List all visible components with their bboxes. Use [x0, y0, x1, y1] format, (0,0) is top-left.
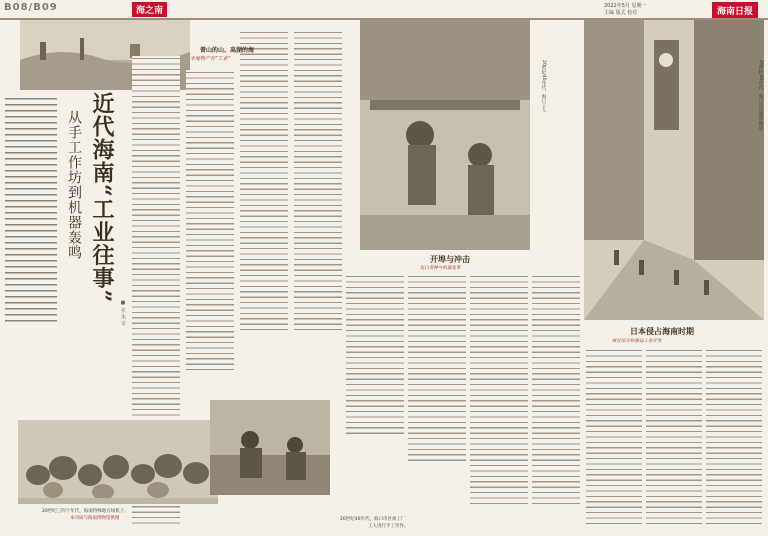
- text-column-6: [408, 274, 466, 464]
- left-photo-caption: 20世纪三四十年代，海南特殊地方场机子。: [42, 509, 129, 514]
- text-column-9: [586, 348, 642, 528]
- article-subtitle: 从手工作坊到机器轰鸣: [66, 110, 82, 260]
- top-caption-title: 曾山的山、高湖的海: [200, 47, 255, 54]
- text-column-11: [706, 348, 762, 528]
- text-column-8: [532, 274, 580, 504]
- text-column-3: [240, 30, 288, 330]
- top-caption-sub: 本地物产有“工业”: [190, 56, 231, 62]
- meta-line: 主编 版式 校对: [604, 10, 638, 16]
- section-2-title: 日本侵占海南时期: [630, 326, 694, 336]
- middle-photo-caption: 20世纪40年代，海口市区加工厂: [340, 517, 406, 522]
- kiln-photo: [18, 420, 218, 504]
- center-vertical-caption: 20世纪40年代，海口工人: [541, 60, 546, 112]
- text-column-7: [470, 274, 528, 504]
- workshop-photo: [360, 20, 530, 250]
- page-header: [0, 0, 768, 18]
- publication-logo: 海南日报: [712, 2, 758, 19]
- section-2-sub: 疯狂掠夺和强迫工业开发: [612, 339, 662, 344]
- street-photo: [584, 20, 764, 320]
- section-name: 海之南: [132, 2, 167, 17]
- text-column-2: [186, 70, 234, 370]
- middle-photo-caption-2: 工人进行手工劳作。: [368, 524, 409, 529]
- author-byline: ■ 张 朱 奇: [120, 300, 126, 326]
- text-column-5: [346, 274, 404, 434]
- page-label: B08/B09: [4, 2, 58, 13]
- text-column-4: [294, 30, 342, 330]
- section-1-title: 开埠与冲击: [430, 254, 470, 264]
- article-title: 近代海南“工业往事”: [89, 92, 115, 304]
- intro-text-block: [5, 96, 57, 326]
- text-column-10: [646, 348, 702, 528]
- section-1-sub: 近口者种与机器变革: [420, 266, 461, 271]
- right-photo-caption: 20世纪40年代，海口市区繁华街道。: [758, 60, 763, 135]
- worker-photo: [210, 400, 330, 495]
- left-photo-credit: 本刊局与海南博物馆供图: [70, 516, 120, 521]
- date-line: 2022年5月 星期一: [604, 3, 647, 9]
